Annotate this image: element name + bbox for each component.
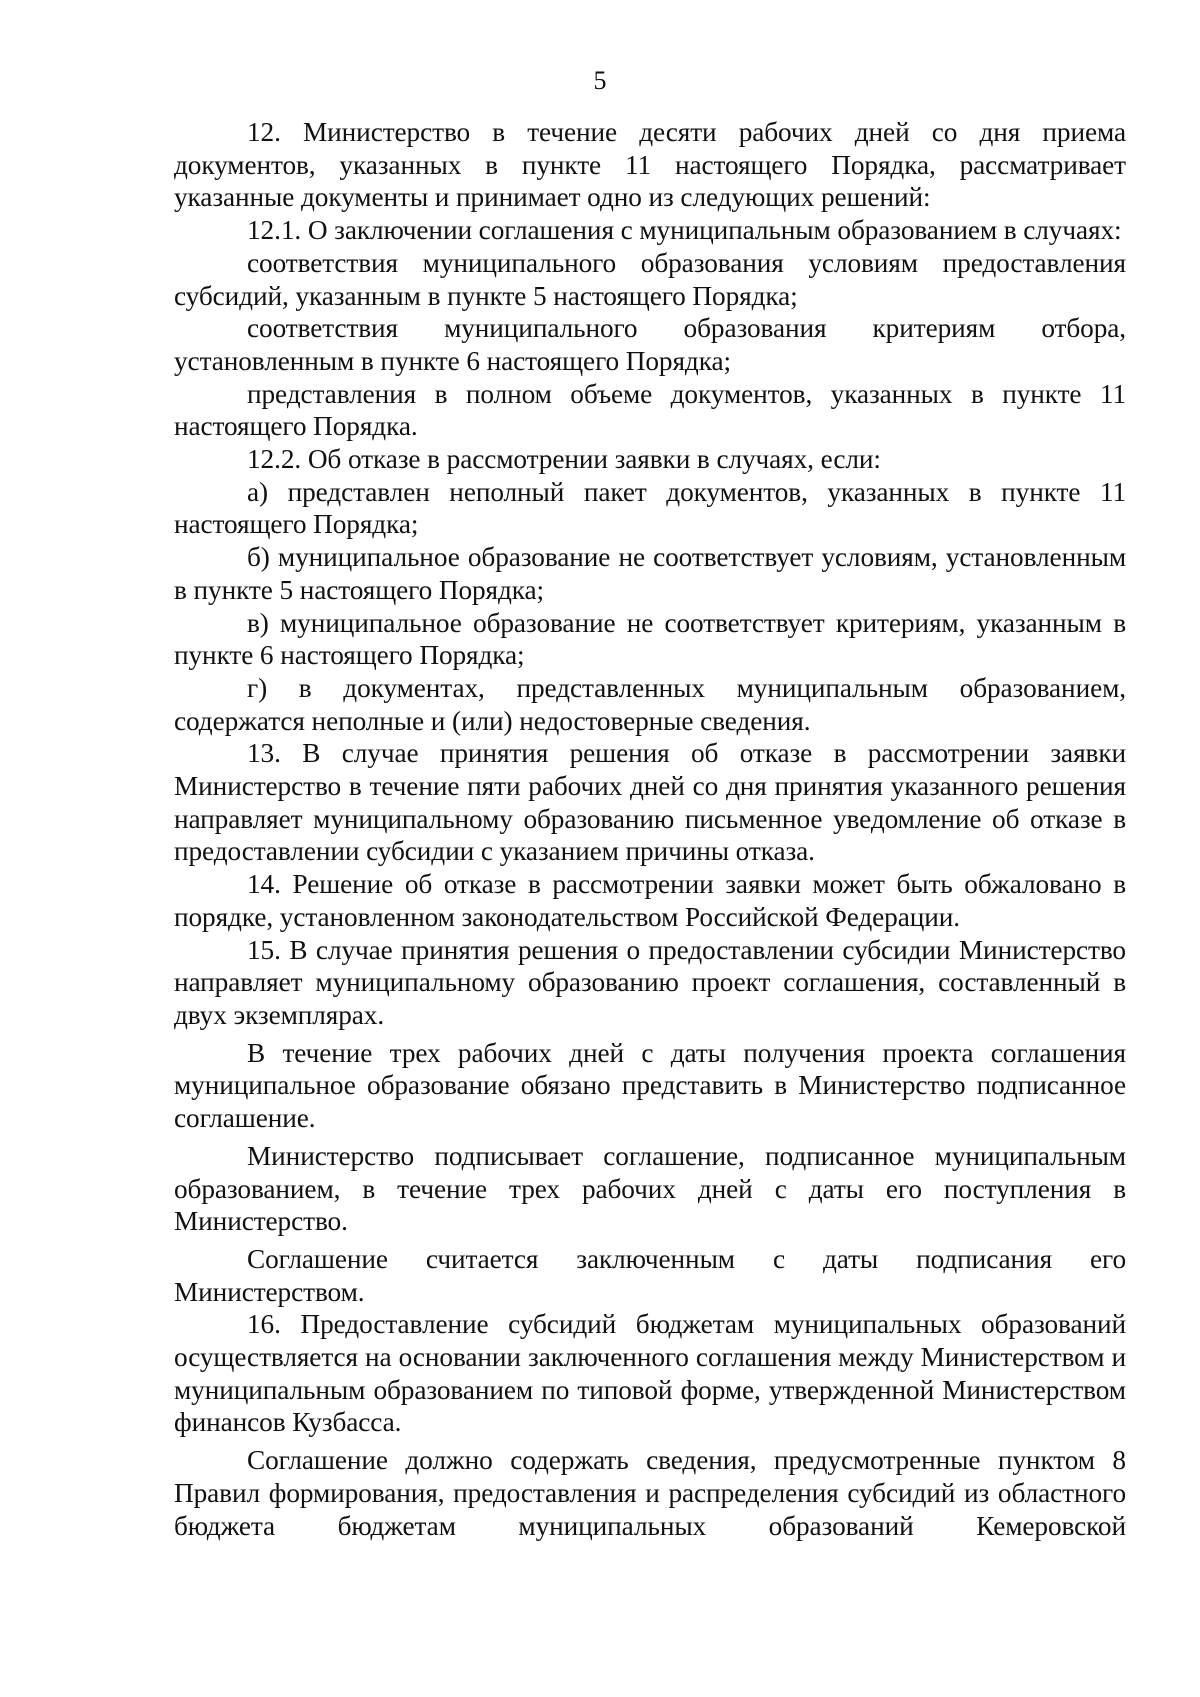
paragraph-15-term: В течение трех рабочих дней с даты получения проекта соглашения муниципальное образование обязано представить в Министерство подписанное соглашение. bbox=[174, 1037, 1126, 1134]
paragraph-12-2-a: а) представлен неполный пакет документов, указанных в пункте 11 настоящего Порядка; bbox=[174, 476, 1126, 540]
paragraph-13: 13. В случае принятия решения об отказе в рассмотрении заявки Министерство в течение пяти рабочих дней со дня принятия указанного решения направляет муниципальному образованию письменное уведомление об отказе в предоставлении субсидии с указанием причины отказа. bbox=[174, 738, 1126, 867]
paragraph-12-2-v: в) муниципальное образование не соответствует критериям, указанным в пункте 6 настоящего Порядка; bbox=[174, 607, 1126, 671]
paragraph-15: 15. В случае принятия решения о предоставлении субсидии Министерство направляет муниципальному образованию проект соглашения, составленный в двух экземплярах. bbox=[174, 934, 1126, 1030]
paragraph-15-signing: Министерство подписывает соглашение, подписанное муниципальным образованием, в течение трех рабочих дней с даты его поступления в Министерство. bbox=[174, 1140, 1126, 1237]
paragraph-16-contents: Соглашение должно содержать сведения, предусмотренные пунктом 8 Правил формирования, предоставления и распределения субсидий из областного бюджета бюджетам муниципальных образований Кемеровской bbox=[174, 1445, 1126, 1541]
paragraph-12-1: 12.1. О заключении соглашения с муниципальным образованием в случаях: bbox=[247, 215, 1122, 246]
paragraph-12: 12. Министерство в течение десяти рабочих дней со дня приема документов, указанных в пункте 11 настоящего Порядка, рассматривает указанные документы и принимает одно из следующих решений: bbox=[174, 117, 1126, 213]
paragraph-14: 14. Решение об отказе в рассмотрении заявки может быть обжаловано в порядке, установленном законодательством Российской Федерации. bbox=[174, 869, 1126, 932]
paragraph-12-1-condition-2: соответствия муниципального образования критериям отбора, установленным в пункте 6 настоящего Порядка; bbox=[174, 313, 1126, 376]
paragraph-15-concluded: Соглашение считается заключенным с даты подписания его Министерством. bbox=[174, 1243, 1126, 1307]
document-body bbox=[174, 116, 1126, 1542]
paragraph-12-1-condition-3: представления в полном объеме документов, указанных в пункте 11 настоящего Порядка. bbox=[174, 378, 1126, 442]
page-number: 5 bbox=[593, 66, 607, 95]
paragraph-16: 16. Предоставление субсидий бюджетам муниципальных образований осуществляется на основании заключенного соглашения между Министерством и муниципальным образованием по типовой форме, утвержденной Министерством финансов Кузбасса. bbox=[174, 1309, 1126, 1438]
paragraph-12-1-condition-1: соответствия муниципального образования условиям предоставления субсидий, указанным в пункте 5 настоящего Порядка; bbox=[174, 247, 1126, 311]
paragraph-12-2-b: б) муниципальное образование не соответствует условиям, установленным в пункте 5 настоящего Порядка; bbox=[174, 542, 1126, 605]
paragraph-12-2: 12.2. Об отказе в рассмотрении заявки в случаях, если: bbox=[247, 444, 881, 475]
paragraph-12-2-g: г) в документах, представленных муниципальным образованием, содержатся неполные и (или) недостоверные сведения. bbox=[174, 672, 1126, 736]
